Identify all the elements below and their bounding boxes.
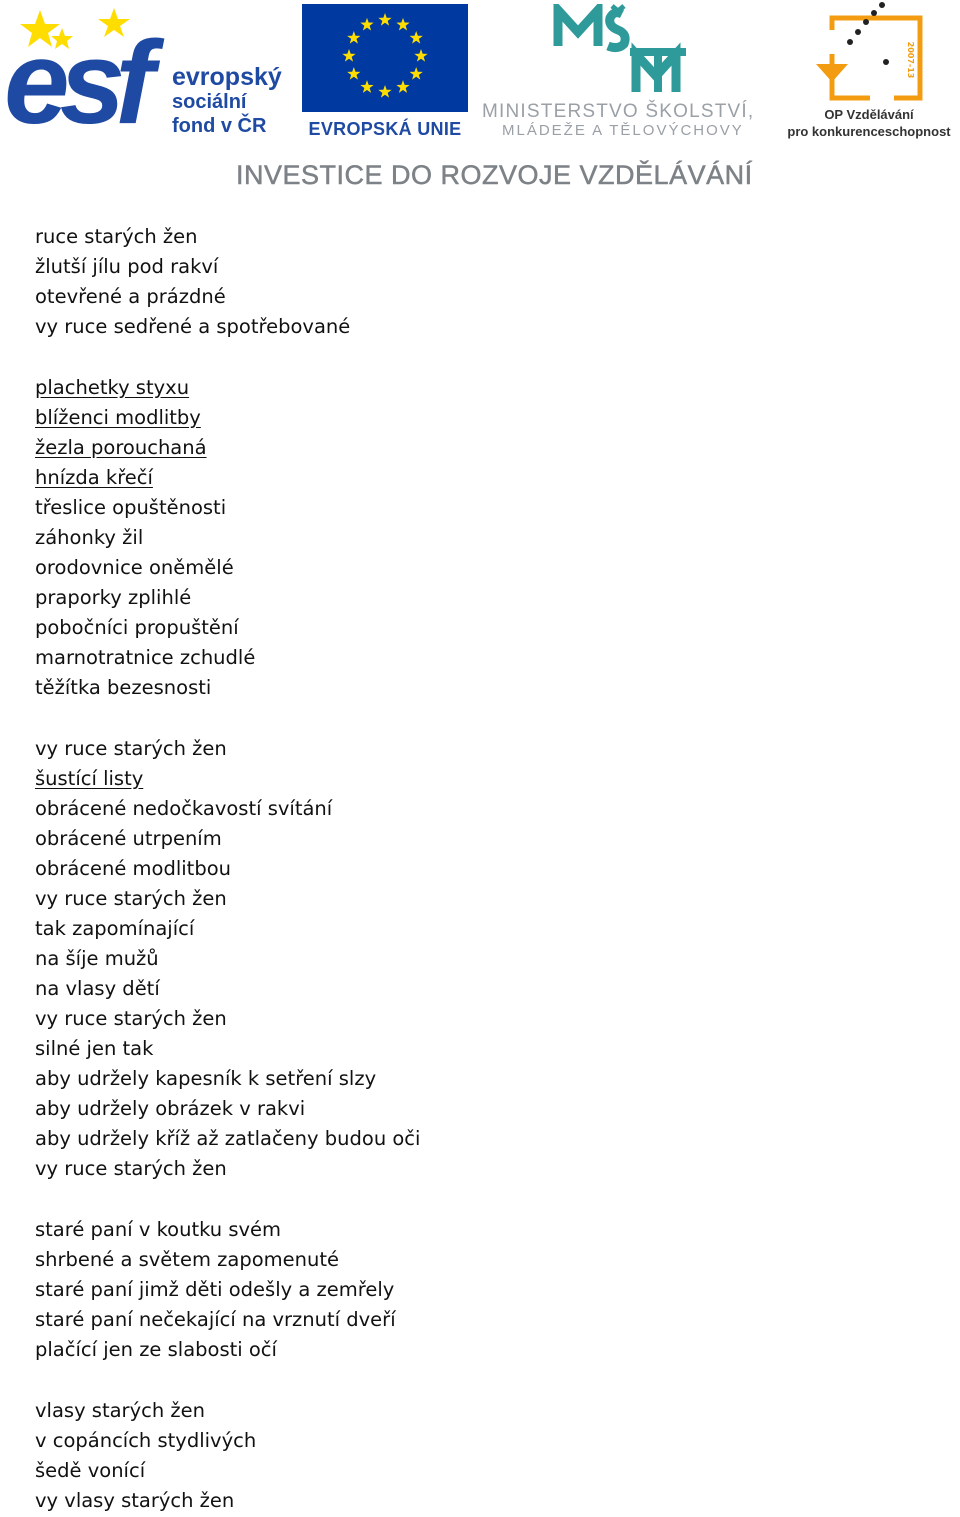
poem-line: marnotratnice zchudlé [35,646,256,669]
poem-line-text: plachetky styxu [35,376,190,399]
poem-line: vy ruce starých žen [35,1007,227,1030]
poem-line: ruce starých žen [35,225,198,248]
poem-line: vy ruce starých žen [35,1157,227,1180]
poem-line: staré paní v koutku svém [35,1218,282,1241]
stanza-gap [35,1184,935,1215]
poem-line-text: žezla porouchaná [35,436,207,459]
poem-line: vy ruce starých žen [35,737,227,760]
poem-line: na vlasy dětí [35,977,160,1000]
esf-text [172,64,282,138]
stanza-1 [35,222,935,342]
op-years: 2007-13 [906,41,915,79]
poem-line: šedě vonící [35,1459,146,1482]
poem-line: plačící jen ze slabosti očí [35,1338,277,1361]
poem-line: vlasy starých žen [35,1399,205,1422]
poem-line: vy ruce sedřené a spotřebované [35,315,351,338]
op-line-1: OP Vzdělávání [824,107,914,122]
eu-star-icon [396,80,409,93]
eu-star-icon [378,85,391,98]
poem-line-underlined [35,764,935,794]
esf-line-1: evropský [172,63,282,91]
poem [35,222,935,1516]
eu-star-icon [396,18,409,31]
poem-line-text: blíženci modlitby [35,406,201,429]
poem-line-underlined [35,403,935,433]
poem-line: vy ruce starých žen [35,887,227,910]
msmt-line-2: MLÁDEŽE A TĚLOVÝCHOVY [502,122,744,139]
poem-line: na šíje mužů [35,947,159,970]
msmt-logo [480,4,770,144]
stanza-5 [35,1396,935,1516]
op-text [778,106,960,140]
poem-line-underlined [35,433,935,463]
poem-line: těžítka bezesnosti [35,676,212,699]
stanza-2 [35,373,935,703]
poem-line: tak zapomínající [35,917,195,940]
eu-logo [302,4,468,140]
poem-line: obrácené modlitbou [35,857,231,880]
poem-line: žlutší jílu pod rakví [35,255,219,278]
stanza-3 [35,734,935,1184]
esf-line-2: sociální [172,91,247,113]
stanza-gap [35,1365,935,1396]
poem-line: praporky zplihlé [35,586,192,609]
eu-star-icon [347,67,360,80]
op-mark-icon [812,2,932,106]
eu-star-icon [378,13,391,26]
poem-line-underlined [35,463,935,493]
poem-line: obrácené nedočkavostí svítání [35,797,333,820]
poem-line: shrbené a světem zapomenuté [35,1248,339,1271]
poem-line-text: šustící listy [35,767,144,790]
poem-line: pobočníci propuštění [35,616,239,639]
poem-line-underlined [35,373,935,403]
logo-header [0,0,960,200]
op-line-2: pro konkurenceschopnost [787,124,951,139]
stanza-4 [35,1215,935,1365]
op-logo [778,2,960,144]
poem-line: orodovnice oněmělé [35,556,234,579]
poem-line: staré paní nečekající na vrznutí dveří [35,1308,396,1331]
stanza-gap [35,342,935,373]
poem-line: aby udržely kříž až zatlačeny budou oči [35,1127,421,1150]
poem-line: vy vlasy starých žen [35,1489,235,1512]
poem-line: v copáncích stydlivých [35,1429,257,1452]
poem-line: obrácené utrpením [35,827,222,850]
eu-star-icon [414,49,427,62]
esf-letters: esf [4,17,145,149]
poem-line: aby udržely obrázek v rakvi [35,1097,306,1120]
esf-logo [4,6,294,149]
tagline: INVESTICE DO ROZVOJE VZDĚLÁVÁNÍ [236,160,753,190]
poem-line: třeslice opuštěnosti [35,496,227,519]
msmt-mark-icon [552,4,692,96]
msmt-line-1: MINISTERSTVO ŠKOLSTVÍ, [482,101,755,122]
eu-label: EVROPSKÁ UNIE [308,119,462,139]
poem-line: staré paní jimž děti odešly a zemřely [35,1278,395,1301]
poem-line: záhonky žil [35,526,144,549]
eu-star-icon [410,31,423,44]
poem-line-text: hnízda křečí [35,466,153,489]
eu-star-icon [360,18,373,31]
eu-star-icon [410,67,423,80]
eu-flag-icon [302,4,468,112]
poem-line: aby udržely kapesník k setření slzy [35,1067,377,1090]
esf-line-3: fond v ČR [172,115,267,137]
eu-star-icon [360,80,373,93]
poem-line: silné jen tak [35,1037,154,1060]
poem-line: otevřené a prázdné [35,285,226,308]
eu-star-icon [342,49,355,62]
eu-star-icon [347,31,360,44]
stanza-gap [35,703,935,734]
